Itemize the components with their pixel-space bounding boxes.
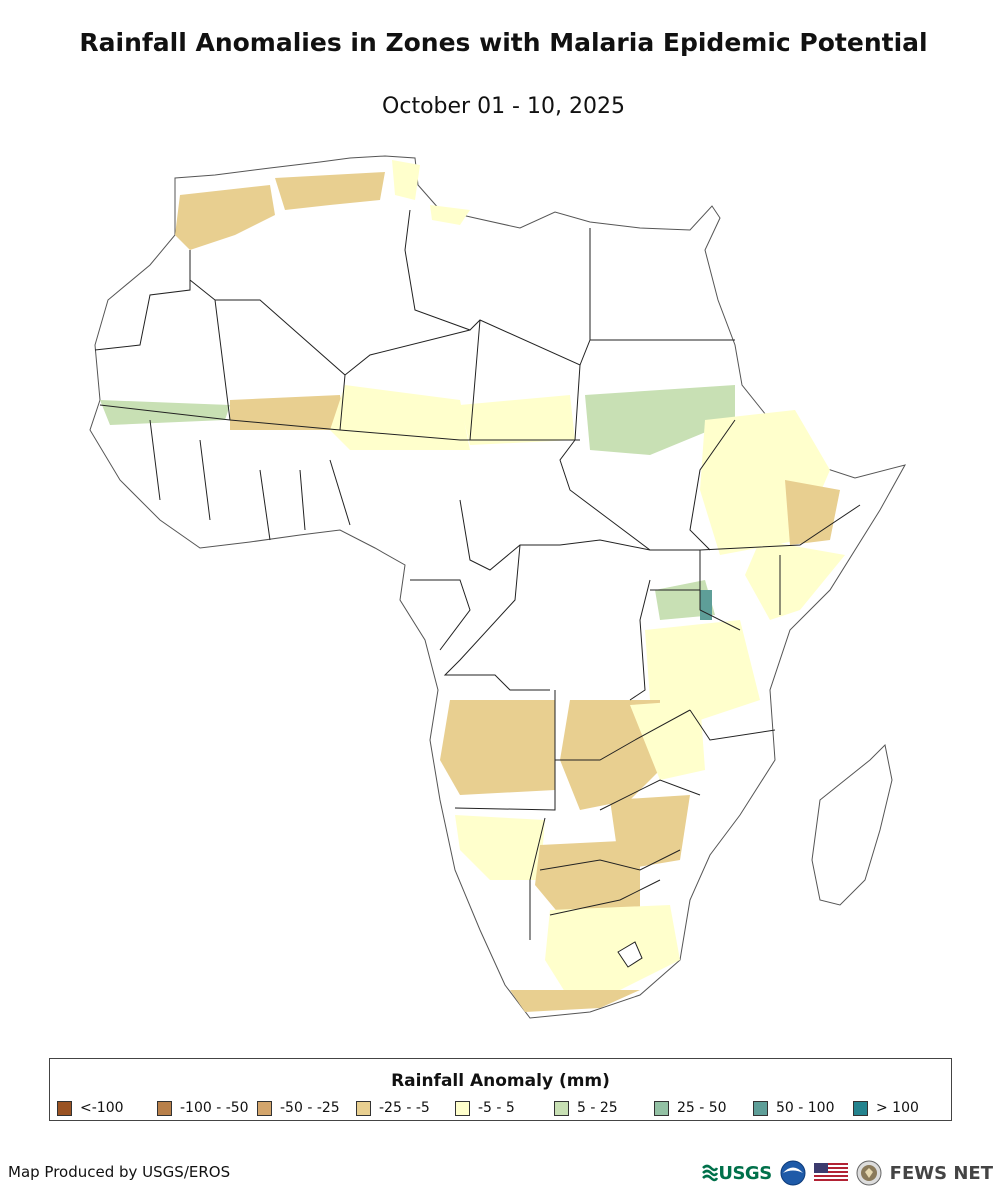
legend-item	[554, 1099, 618, 1117]
legend-swatch	[554, 1101, 569, 1116]
legend-swatch	[753, 1101, 768, 1116]
legend-swatch	[853, 1101, 868, 1116]
usgs-logo	[702, 1163, 771, 1184]
legend-label: -100 - -50	[180, 1100, 249, 1116]
legend	[49, 1058, 952, 1121]
zone-botswana	[535, 840, 640, 915]
legend-label: -25 - -5	[379, 1100, 430, 1116]
legend-swatch	[257, 1101, 272, 1116]
legend-label: 5 - 25	[577, 1100, 618, 1116]
legend-item	[455, 1099, 515, 1117]
legend-item	[157, 1099, 249, 1117]
legend-label: <-100	[80, 1100, 124, 1116]
legend-item	[57, 1099, 124, 1117]
usgs-text: USGS	[718, 1162, 772, 1184]
logo-strip	[702, 1158, 993, 1188]
state-department-seal-icon	[856, 1160, 882, 1186]
legend-item	[654, 1099, 727, 1117]
legend-label: -5 - 5	[478, 1100, 515, 1116]
legend-swatch	[455, 1101, 470, 1116]
legend-item	[853, 1099, 919, 1117]
noaa-logo-icon	[780, 1160, 806, 1186]
map-subtitle: October 01 - 10, 2025	[382, 94, 625, 119]
legend-swatch	[157, 1101, 172, 1116]
map-credit: Map Produced by USGS/EROS	[8, 1163, 231, 1181]
legend-label: > 100	[876, 1100, 919, 1116]
us-flag-icon	[814, 1163, 848, 1183]
legend-label: -50 - -25	[280, 1100, 340, 1116]
map-title: Rainfall Anomalies in Zones with Malaria Epidemic Potential	[79, 28, 928, 57]
zone-tunisia	[392, 160, 420, 200]
africa-map	[0, 140, 1007, 1040]
legend-label: 50 - 100	[776, 1100, 835, 1116]
fews-net-text: FEWS NET	[889, 1162, 993, 1184]
legend-label: 25 - 50	[677, 1100, 727, 1116]
legend-title: Rainfall Anomaly (mm)	[391, 1071, 610, 1091]
legend-item	[753, 1099, 835, 1117]
madagascar	[812, 745, 892, 905]
legend-item	[257, 1099, 340, 1117]
legend-swatch	[654, 1101, 669, 1116]
usgs-wave-icon	[702, 1164, 718, 1182]
zone-south-africa	[545, 905, 680, 1000]
legend-item	[356, 1099, 430, 1117]
zone-angola	[440, 700, 555, 795]
legend-swatch	[356, 1101, 371, 1116]
legend-swatch	[57, 1101, 72, 1116]
legend-items	[57, 1099, 947, 1117]
